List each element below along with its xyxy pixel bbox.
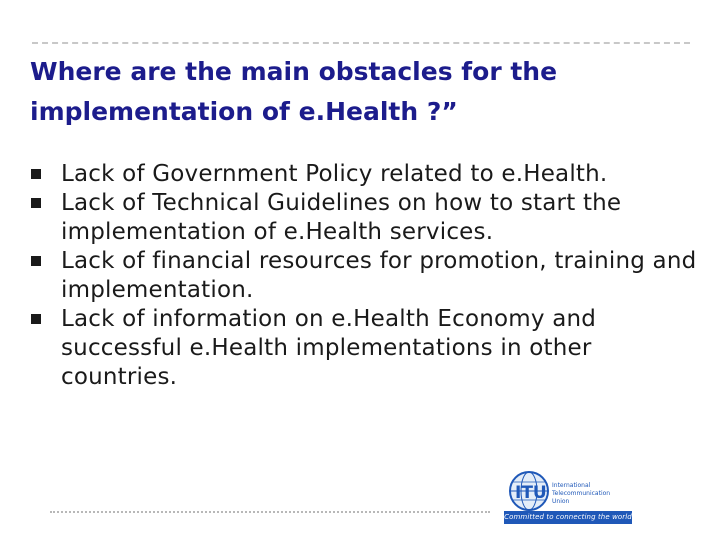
- bottom-divider: [50, 511, 490, 513]
- logo-org-line: Union: [552, 498, 570, 505]
- logo-org-line: International: [552, 482, 591, 489]
- bullet-item: [30, 160, 700, 189]
- square-bullet-icon: [31, 256, 41, 266]
- bullet-item: [30, 247, 700, 305]
- slide-title: Where are the main obstacles for the implementation of e.Health ?”: [30, 57, 558, 126]
- bullet-text: Lack of Government Policy related to e.Health.: [61, 161, 608, 187]
- itu-logo: [504, 467, 634, 525]
- top-divider: [32, 42, 690, 44]
- square-bullet-icon: [31, 169, 41, 179]
- logo-caption: Committed to connecting the world: [504, 511, 632, 524]
- bullet-text: Lack of Technical Guidelines on how to start the implementation of e.Health services.: [61, 190, 622, 245]
- bullet-item: [30, 189, 700, 247]
- bullet-item: [30, 305, 700, 392]
- square-bullet-icon: [31, 198, 41, 208]
- logo-org-line: Telecommunication: [552, 490, 611, 497]
- logo-acronym: ITU: [515, 483, 547, 503]
- bullet-text: Lack of information on e.Health Economy and successful e.Health implementations in other countries.: [61, 306, 597, 390]
- bullet-text: Lack of financial resources for promotion, training and implementation.: [61, 248, 697, 303]
- globe-icon: [504, 467, 634, 513]
- bullet-list: [30, 160, 700, 392]
- square-bullet-icon: [31, 314, 41, 324]
